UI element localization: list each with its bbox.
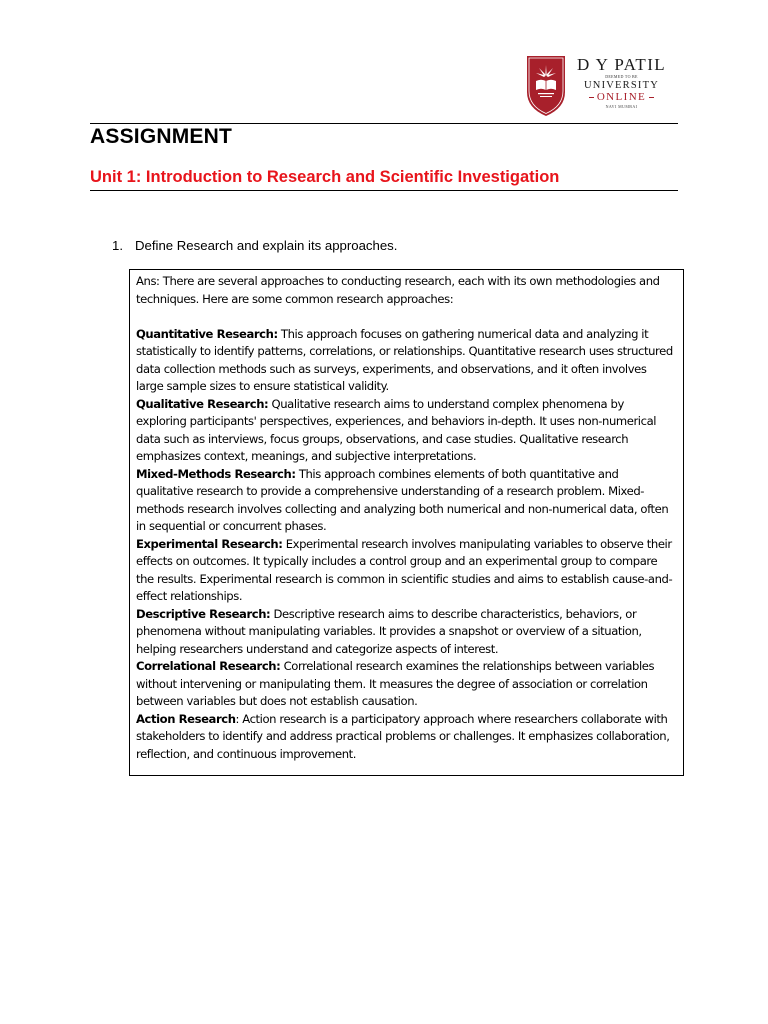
question-number: 1. [112, 238, 123, 253]
approach-text: This approach focuses on gathering numerical data and analyzing it statistically to identify patterns, correlations, or relationships. Quantitative research uses structured data collection methods such as surveys, experiments, and observations, and it often involves large sample sizes to ensure statistical validity. [136, 326, 673, 393]
answer-box [129, 269, 684, 776]
document-title: ASSIGNMENT [90, 125, 233, 148]
approach-text: This approach combines elements of both quantitative and qualitative research to provide a comprehensive understanding of a research problem. Mixed-methods research involves collecting and analyzing both numerical and non-numerical data, often in sequential or concurrent phases. [136, 466, 669, 533]
approach-label: Correlational Research: [136, 659, 281, 673]
approach-label: Qualitative Research: [136, 396, 269, 411]
shield-emblem-icon [524, 52, 568, 118]
title-bottom-rule [90, 190, 678, 191]
approach-label: Experimental Research: [136, 536, 283, 551]
approach-quantitative [136, 326, 677, 396]
approach-text: Qualitative research aims to understand complex phenomena by exploring participants' perspectives, experiences, and behaviors in-depth. It uses non-numerical data such as interviews, focus groups, observations, and case studies. Qualitative research emphasizes context, meanings, and subjective interpretations. [136, 396, 657, 463]
approach-label: Quantitative Research: [136, 326, 278, 341]
approach-mixed-methods [136, 466, 677, 536]
question-text: Define Research and explain its approaches. [135, 238, 398, 253]
paragraph-gap [136, 308, 677, 326]
answer-intro: Ans: There are several approaches to conducting research, each with its own methodologies and techniques. Here are some common research approaches: [136, 274, 660, 306]
approach-text: Experimental research involves manipulating variables to observe their effects on outcomes. It typically includes a control group and an experimental group to compare the results. Experimental research is common in scientific studies and aims to establish cause-and-effect relationships. [136, 536, 673, 603]
logo-university: UNIVERSITY [584, 80, 659, 91]
logo-online: ONLINE [596, 91, 647, 103]
approach-experimental [136, 536, 677, 606]
university-logo [524, 52, 672, 118]
logo-divider-left [589, 97, 594, 98]
approach-text: Correlational research examines the relationships between variables without intervening or manipulating them. It measures the degree of association or correlation between variables but does not establish causation. [136, 659, 655, 708]
approach-action [136, 711, 677, 764]
logo-city: NAVI MUMBAI [605, 104, 638, 109]
approach-label: Action Research [136, 711, 236, 726]
approach-descriptive [136, 606, 677, 659]
unit-title: Unit 1: Introduction to Research and Scientific Investigation [90, 168, 560, 186]
question-item [112, 238, 397, 253]
logo-divider-right [649, 97, 654, 98]
approach-correlational [136, 658, 677, 711]
approach-text: : Action research is a participatory approach where researchers collaborate with stakeholders to identify and address practical problems or challenges. It emphasizes collaboration, reflection, and continuous improvement. [136, 711, 670, 761]
approach-label: Descriptive Research: [136, 606, 271, 621]
approach-text: Descriptive research aims to describe characteristics, behaviors, or phenomena without manipulating variables. It provides a snapshot or overview of a situation, helping researchers understand and categorize aspects of interest. [136, 606, 642, 656]
approach-label: Mixed-Methods Research: [136, 466, 296, 481]
approach-qualitative [136, 396, 677, 466]
logo-deemed: DEEMED TO BE [605, 74, 638, 79]
logo-name: D Y PATIL [576, 55, 667, 74]
title-top-rule [90, 123, 678, 124]
